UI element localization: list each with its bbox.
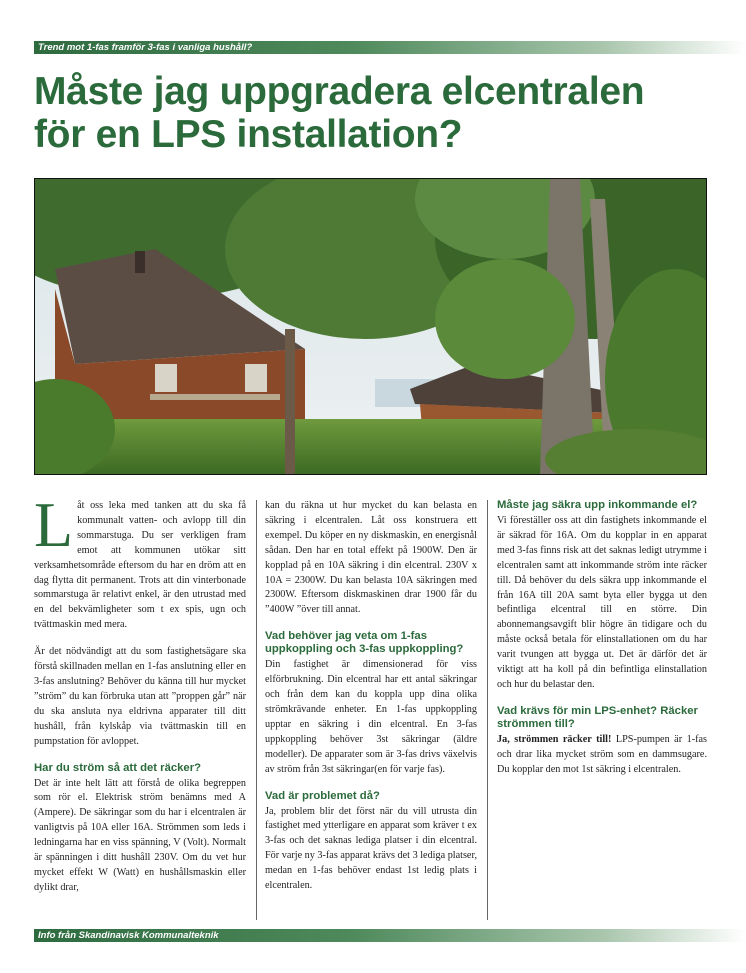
footer-label: Info från Skandinavisk Kommunalteknik — [38, 930, 219, 941]
article-column-1 — [34, 489, 246, 908]
subheading: Vad behöver jag veta om 1-fas uppkoppling och 3-fas uppkoppling? — [265, 630, 464, 656]
subheading: Vad är problemet då? — [265, 789, 380, 802]
article-photo — [34, 178, 707, 475]
article-column-2 — [265, 499, 477, 906]
intro-paragraph: Låt oss leka med tanken att du ska få kommunalt vatten- och avlopp till din sommarstuga. Du ser verkligen fram emot att kommunen utökar sitt verksamhetsområde eftersom du har en dröm att en dag flytta dit permanent. Trots att din vinterbonade sommarstuga är relativt enkel, är den utrustad med en del bekvämligheter som t ex spis, ugn och tvättmaskin med mera. — [34, 489, 246, 631]
subheading: Vad krävs för min LPS-enhet? Räcker strömmen till? — [497, 704, 698, 730]
body-paragraph: Ja, problem blir det först när du vill utrusta din fastighet med ytterligare en apparat som kräver t ex 3-fas och det saknas lediga platser i din elcentral. För varje ny 3-fas apparat krävs det 3 lediga platser, medan en 1-fas behöver endast 1st ledig plats i elcentralen. — [265, 805, 477, 892]
body-paragraph: kan du räkna ut hur mycket du kan belasta en säkring i elcentralen. Låt oss konstruera ett exempel. Du köper en ny diskmaskin, en energisnål sådan. Den har en total effekt på 1900W. Den är kopplad på en 10A säkring i din elcentral. 230V x 10A = 2300W. Du kan belasta 10A säkringen med 2300W. Eftersom diskmaskinen drar 1900 får du ”400W ”över till annat. — [265, 500, 477, 616]
article-title — [34, 70, 724, 156]
article-column-3 — [497, 499, 707, 790]
subheading: Har du ström så att det räcker? — [34, 761, 201, 774]
title-line-2: för en LPS installation? — [34, 113, 463, 156]
section-header-label: Trend mot 1-fas framför 3-fas i vanliga hushåll? — [38, 42, 253, 53]
body-paragraph: Är det nödvändigt att du som fastighetsägare ska förstå skillnaden mellan en 1-fas anslutning eller en 3-fas anslutning? Behöver du känna till hur mycket ”ström” du kan förbruka utan att ”proppen går” när du ska ansluta nya eldrivna apparater till ditt hushåll, från kylskåp via tvättmaskin till en pumpstation för avloppet. — [34, 646, 246, 747]
answer-bold: Ja, strömmen räcker till! — [497, 733, 612, 745]
footer-bar — [34, 929, 746, 942]
body-paragraph: Din fastighet är dimensionerad för viss elförbrukning. Din elcentral har ett antal säkringar och från dem kan du koppla upp dina olika strömkrävande enheter. En 1-fas uppkoppling upptar en säkring i din elcentral. En 3-fas uppkoppling behöver 3st säkringar (äldre modeller). De apparater som är 3-fas drivs växelvis av ström från 3st säkringar(en för varje fas). — [265, 659, 477, 775]
column-divider-1 — [256, 500, 257, 920]
body-paragraph: Vi föreställer oss att din fastighets inkommande el är säkrad för 16A. Om du kopplar in en apparat med 3-fas finns risk att det saknas ledigt utrymme i elcentralen samt att inkommande ström inte räcker till. Då behöver du dels säkra upp inkommande el från 16A till 20A samt byta eller bygga ut den befintliga elcentral till en större. Din abonnemangsavgift blir högre än tidigare och du måste också betala för elinstallationen om du har varit tvungen att bygga ut. Det är därför det är viktigt att ha koll på din befintliga elinstallation och hur du belastar den. — [497, 515, 707, 690]
body-paragraph: Det är inte helt lätt att förstå de olika begreppen som rör el. Elektrisk ström benämns med A (Ampere). De säkringar som du har i elcentralen är vanligtvis på 10A eller 16A. Strömmen som leds i ledningarna har en viss spänning, V (Volt). Normalt är spänningen i ditt hushåll 230V. Om du vet hur mycket effekt W (Watt) en hushållsmaskin eller dylikt drar, — [34, 777, 246, 893]
dropcap: L — [34, 489, 74, 560]
column-divider-2 — [487, 500, 488, 920]
section-header-bar — [34, 41, 746, 54]
body-paragraph: Ja, strömmen räcker till! LPS-pumpen är 1-fas och drar lika mycket ström som en dammsugare. Du kopplar den mot 1st säkring i elcentralen. — [497, 733, 707, 775]
title-line-1: Måste jag uppgradera elcentralen — [34, 70, 645, 113]
subheading: Måste jag säkra upp inkommande el? — [497, 499, 698, 511]
